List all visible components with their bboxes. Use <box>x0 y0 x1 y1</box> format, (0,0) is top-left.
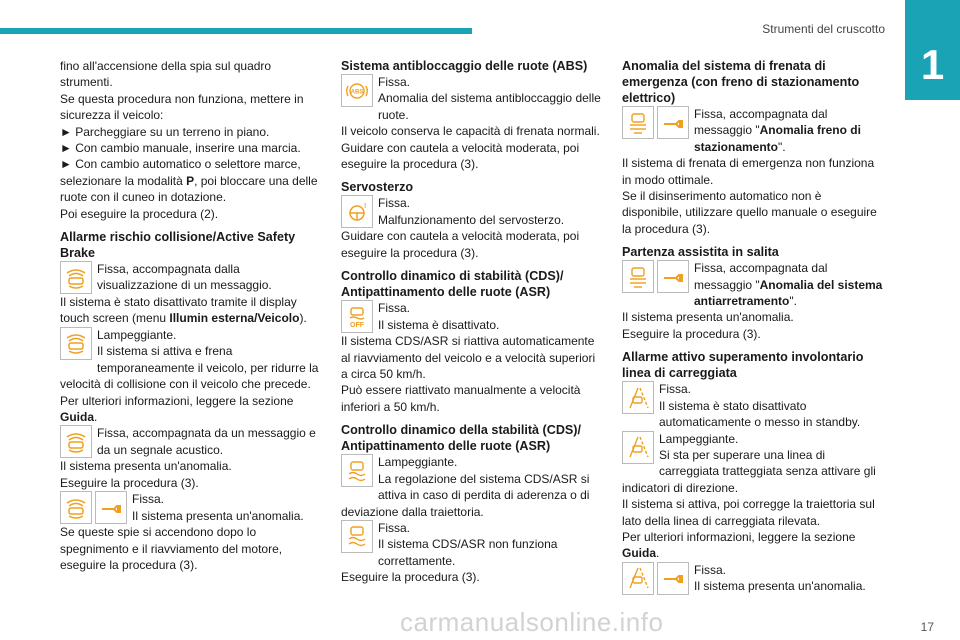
column-middle <box>341 58 603 586</box>
collision-warning-icon <box>60 425 92 458</box>
watermark: carmanualsonline.info <box>400 607 664 637</box>
section-heading: Sistema antibloccaggio delle ruote (ABS) <box>341 59 588 73</box>
paragraph: fino all'accensione della spia sul quadro strumenti. <box>60 59 272 90</box>
abs-icon <box>341 74 373 107</box>
paragraph: Il sistema presenta un'anomalia. <box>60 459 232 474</box>
wrench-icon <box>95 491 127 524</box>
svg-text:ABS: ABS <box>350 89 364 95</box>
page-number: 17 <box>920 620 934 634</box>
indicator-entry: Lampeggiante. Si sta per superare una linea di carreggiata tratteggiata senza attivare gli indicatori di direzione. <box>622 431 876 495</box>
section-heading: Anomalia del sistema di frenata di emergenza (con freno di stazionamento elettrico) <box>622 59 860 105</box>
indicator-entry: Fissa. Il sistema CDS/ASR non funziona correttamente. <box>341 520 603 569</box>
paragraph: Il sistema CDS/ASR si riattiva automaticamente al riavviamento del veicolo e a velocità superiori a circa 50 km/h. <box>341 334 596 382</box>
header-accent-bar <box>0 28 472 34</box>
wrench-icon <box>657 562 689 595</box>
paragraph: Il veicolo conserva le capacità di frenata normali. Guidare con cautela a velocità moderata, poi eseguire la procedura (3). <box>341 124 600 172</box>
indicator-entry: Fissa, accompagnata dalla visualizzazione di un messaggio. <box>60 261 322 294</box>
paragraph: Se queste spie si accendono dopo lo spegnimento e il riavviamento del motore, eseguire la procedura (3). <box>60 525 283 572</box>
paragraph: Può essere riattivato manualmente a velocità inferiori a 50 km/h. <box>341 383 581 414</box>
column-right <box>622 58 884 595</box>
paragraph: Poi eseguire la procedura (2). <box>60 206 219 221</box>
paragraph: Eseguire la procedura (3). <box>341 570 480 585</box>
lane-departure-icon <box>622 562 654 595</box>
svg-text:!: ! <box>364 202 367 210</box>
indicator-entry: Fissa. Il sistema presenta un'anomalia. <box>60 491 322 524</box>
indicator-entry: Fissa, accompagnata dal messaggio "Anomalia freno di stazionamento". <box>622 106 884 155</box>
power-steering-icon <box>341 195 373 228</box>
paragraph: Per ulteriori informazioni, leggere la sezione Guida. <box>60 393 294 424</box>
collision-warning-icon <box>60 327 92 360</box>
collision-warning-icon <box>60 261 92 294</box>
paragraph: Eseguire la procedura (3). <box>622 326 761 341</box>
paragraph: Se questa procedura non funziona, mettere in sicurezza il veicolo: <box>60 91 304 123</box>
emergency-brake-car-icon <box>622 106 654 139</box>
paragraph: Per ulteriori informazioni, leggere la sezione Guida. <box>622 529 856 561</box>
page-header-title: Strumenti del cruscotto <box>762 22 885 36</box>
indicator-entry: Fissa. Il sistema è stato disattivato automaticamente o messo in standby. <box>622 381 884 430</box>
section-heading: Allarme attivo superamento involontario linea di carreggiata <box>622 350 864 381</box>
indicator-entry: OFF Fissa. Il sistema è disattivato. <box>341 300 603 333</box>
cds-skid-icon <box>341 520 373 553</box>
column-left <box>60 58 322 573</box>
indicator-entry: Lampeggiante. Il sistema si attiva e frena temporaneamente il veicolo, per ridurre la velocità di collisione con il veicolo che precede. <box>60 327 319 392</box>
cds-skid-icon <box>341 454 373 487</box>
section-heading: Controllo dinamico di stabilità (CDS)/ Antipattinamento delle ruote (ASR) <box>341 269 564 300</box>
paragraph: Il sistema presenta un'anomalia. <box>622 310 794 325</box>
bullet-item: ► Con cambio automatico o selettore marce, selezionare la modalità P, poi bloccare una delle ruote con il cuneo in dotazione. <box>60 157 318 205</box>
indicator-entry: ABS Fissa. Anomalia del sistema antibloccaggio delle ruote. <box>341 74 603 123</box>
indicator-entry: Fissa, accompagnata dal messaggio "Anomalia del sistema antiarretramento". <box>622 260 884 309</box>
lane-departure-icon <box>622 381 654 414</box>
cds-off-icon <box>341 300 373 333</box>
paragraph: Il sistema si attiva, poi corregge la traiettoria sul lato della linea di carreggiata rilevata. <box>622 497 875 528</box>
chapter-number: 1 <box>920 41 945 88</box>
indicator-entry: ! Fissa. Malfunzionamento del servosterzo. <box>341 195 603 228</box>
bullet-item: ► Con cambio manuale, inserire una marcia. <box>60 141 301 156</box>
lane-departure-icon <box>622 431 654 464</box>
collision-warning-icon <box>60 491 92 524</box>
indicator-entry: Fissa. Il sistema presenta un'anomalia. <box>622 562 884 595</box>
section-heading: Controllo dinamico della stabilità (CDS)/ Antipattinamento delle ruote (ASR) <box>341 423 582 454</box>
indicator-entry: Lampeggiante. La regolazione del sistema CDS/ASR si attiva in caso di perdita di aderenza o di deviazione dalla traiettoria. <box>341 455 590 519</box>
wrench-icon <box>657 260 689 293</box>
paragraph: Guidare con cautela a velocità moderata, poi eseguire la procedura (3). <box>341 229 580 260</box>
section-heading: Servosterzo <box>341 180 414 195</box>
bullet-item: ► Parcheggiare su un terreno in piano. <box>60 124 270 139</box>
svg-text:OFF: OFF <box>350 321 364 329</box>
indicator-entry: Fissa, accompagnata da un messaggio e da un segnale acustico. <box>60 425 322 458</box>
section-heading: Partenza assistita in salita <box>622 245 779 260</box>
wrench-icon <box>657 106 689 139</box>
emergency-brake-car-icon <box>622 260 654 293</box>
section-heading: Allarme rischio collisione/Active Safety Brake <box>60 230 296 261</box>
paragraph: Il sistema di frenata di emergenza non funziona in modo ottimale. <box>622 156 875 187</box>
paragraph: Se il disinserimento automatico non è disponibile, utilizzare quello manuale o eseguire la procedura (3). <box>622 189 877 236</box>
paragraph: Il sistema è stato disattivato tramite il display touch screen (menu Illumin esterna/Veicolo). <box>60 295 307 326</box>
paragraph: Eseguire la procedura (3). <box>60 475 199 490</box>
